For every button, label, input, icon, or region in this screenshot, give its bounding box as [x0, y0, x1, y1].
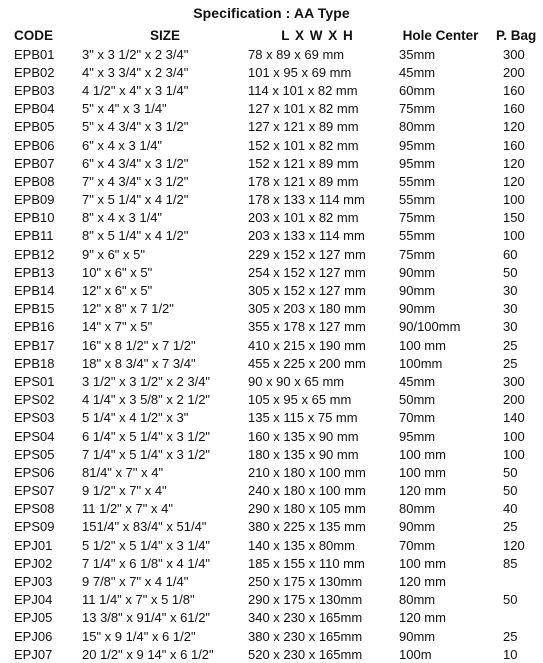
- cell-code: EPB07: [14, 155, 55, 171]
- cell-bag: 25: [503, 355, 518, 371]
- cell-code: EPS04: [14, 428, 55, 444]
- cell-code: EPJ06: [14, 628, 53, 644]
- cell-dimensions: 250 x 175 x 130mm: [248, 574, 363, 590]
- cell-bag: 100: [503, 192, 525, 208]
- cell-code: EPJ05: [14, 610, 53, 626]
- cell-code: EPS01: [14, 373, 55, 389]
- cell-dimensions: 340 x 230 x 165mm: [248, 610, 363, 626]
- cell-size: 13 3/8" x 91/4" x 61/2": [82, 610, 211, 626]
- cell-dimensions: 203 x 133 x 114 mm: [248, 228, 365, 244]
- spec-title: Specification : AA Type: [193, 5, 350, 21]
- cell-dimensions: 455 x 225 x 200 mm: [248, 355, 366, 371]
- header-size: SIZE: [149, 28, 180, 43]
- header-code: CODE: [14, 28, 54, 43]
- cell-bag: 120: [503, 119, 525, 135]
- cell-size: 5 1/4" x 4 1/2" x 3": [82, 410, 189, 426]
- table-row: [14, 609, 536, 627]
- cell-dimensions: 380 x 230 x 165mm: [248, 628, 363, 644]
- cell-bag: 10: [503, 646, 518, 662]
- cell-size: 81/4" x 7" x 4": [82, 464, 164, 480]
- cell-code: EPS06: [14, 464, 55, 480]
- cell-bag: 100: [503, 228, 525, 244]
- table-row: [14, 227, 536, 245]
- cell-size: 6" x 4 3/4" x 3 1/2": [82, 155, 189, 171]
- cell-code: EPJ01: [14, 537, 53, 553]
- cell-dimensions: 355 x 178 x 127 mm: [248, 319, 366, 335]
- cell-code: EPB09: [14, 192, 55, 208]
- cell-dimensions: 135 x 115 x 75 mm: [248, 410, 358, 426]
- cell-dimensions: 152 x 121 x 89 mm: [248, 155, 359, 171]
- cell-size: 12" x 6" x 5": [82, 283, 153, 299]
- cell-bag: 160: [503, 82, 525, 98]
- cell-hole-center: 90mm: [399, 283, 436, 299]
- table-row: [14, 354, 536, 372]
- cell-dimensions: 290 x 180 x 105 mm: [248, 501, 366, 517]
- cell-code: EPS03: [14, 410, 55, 426]
- table-row: [14, 645, 536, 663]
- cell-hole-center: 80mm: [399, 501, 436, 517]
- cell-dimensions: 160 x 135 x 90 mm: [248, 428, 359, 444]
- cell-code: EPB17: [14, 337, 55, 353]
- cell-size: 5 1/2" x 5 1/4" x 3 1/4": [82, 537, 211, 553]
- cell-bag: 25: [503, 628, 518, 644]
- cell-bag: 30: [503, 301, 518, 317]
- cell-size: 7" x 5 1/4" x 4 1/2": [82, 192, 189, 208]
- cell-hole-center: 120 mm: [399, 574, 446, 590]
- cell-size: 7" x 4 3/4" x 3 1/2": [82, 173, 189, 189]
- cell-dimensions: 152 x 101 x 82 mm: [248, 137, 359, 153]
- table-row: [14, 245, 536, 263]
- cell-size: 4 1/2" x 4" x 3 1/4": [82, 82, 189, 98]
- cell-size: 4" x 3 3/4" x 2 3/4": [82, 64, 189, 80]
- cell-code: EPS07: [14, 483, 55, 499]
- cell-hole-center: 90mm: [399, 519, 436, 535]
- cell-code: EPJ03: [14, 574, 53, 590]
- cell-code: EPB05: [14, 119, 55, 135]
- cell-size: 3 1/2" x 3 1/2" x 2 3/4": [82, 373, 211, 389]
- cell-hole-center: 55mm: [399, 173, 436, 189]
- table-row: [14, 500, 536, 518]
- cell-code: EPB04: [14, 101, 55, 117]
- cell-code: EPJ02: [14, 555, 53, 571]
- header-hole-center: Hole Center: [402, 28, 479, 43]
- cell-size: 20 1/2" x 9 14" x 6 1/2": [82, 646, 214, 662]
- cell-bag: 85: [503, 555, 518, 571]
- cell-hole-center: 100 mm: [399, 446, 446, 462]
- table-row: [14, 209, 536, 227]
- table-row: [14, 63, 536, 81]
- cell-size: 16" x 8 1/2" x 7 1/2": [82, 337, 196, 353]
- cell-size: 11 1/2" x 7" x 4": [82, 501, 173, 517]
- table-row: [14, 391, 536, 409]
- cell-bag: 300: [503, 373, 525, 389]
- table-row: [14, 372, 536, 390]
- cell-bag: 40: [503, 501, 518, 517]
- cell-dimensions: 178 x 133 x 114 mm: [248, 192, 365, 208]
- cell-dimensions: 410 x 215 x 190 mm: [248, 337, 366, 353]
- cell-code: EPS02: [14, 392, 55, 408]
- cell-dimensions: 210 x 180 x 100 mm: [248, 464, 366, 480]
- table-row: [14, 518, 536, 536]
- table-row: [14, 409, 536, 427]
- cell-hole-center: 90mm: [399, 301, 436, 317]
- cell-hole-center: 75mm: [399, 101, 436, 117]
- cell-code: EPB16: [14, 319, 55, 335]
- table-row: [14, 300, 536, 318]
- cell-dimensions: 127 x 121 x 89 mm: [248, 119, 359, 135]
- cell-size: 151/4" x 83/4" x 51/4": [82, 519, 207, 535]
- cell-dimensions: 178 x 121 x 89 mm: [248, 173, 359, 189]
- table-row: [14, 627, 536, 645]
- table-row: [14, 191, 536, 209]
- cell-bag: 160: [503, 137, 525, 153]
- table-row: [14, 536, 536, 554]
- cell-bag: 50: [503, 464, 518, 480]
- cell-bag: 100: [503, 428, 525, 444]
- cell-dimensions: 520 x 230 x 165mm: [248, 646, 363, 662]
- cell-dimensions: 229 x 152 x 127 mm: [248, 246, 366, 262]
- header-dimensions: L X W X H: [281, 28, 354, 43]
- table-row: [14, 136, 536, 154]
- cell-hole-center: 80mm: [399, 119, 436, 135]
- cell-code: EPB11: [14, 228, 54, 244]
- cell-size: 6" x 4 x 3 1/4": [82, 137, 163, 153]
- table-row: [14, 81, 536, 99]
- cell-hole-center: 80mm: [399, 592, 436, 608]
- cell-dimensions: 105 x 95 x 65 mm: [248, 392, 352, 408]
- cell-code: EPS08: [14, 501, 55, 517]
- cell-dimensions: 254 x 152 x 127 mm: [248, 264, 366, 280]
- table-row: [14, 100, 536, 118]
- cell-size: 6 1/4" x 5 1/4" x 3 1/2": [82, 428, 211, 444]
- cell-hole-center: 90/100mm: [399, 319, 461, 335]
- header-row: [14, 26, 536, 45]
- cell-code: EPB12: [14, 246, 55, 262]
- cell-hole-center: 55mm: [399, 228, 436, 244]
- cell-hole-center: 70mm: [399, 410, 436, 426]
- cell-hole-center: 75mm: [399, 210, 436, 226]
- table-row: [14, 591, 536, 609]
- cell-size: 12" x 8" x 7 1/2": [82, 301, 174, 317]
- cell-hole-center: 120 mm: [399, 483, 446, 499]
- cell-bag: 150: [503, 210, 525, 226]
- cell-dimensions: 305 x 152 x 127 mm: [248, 283, 366, 299]
- spec-table: [14, 26, 536, 663]
- cell-bag: 50: [503, 592, 518, 608]
- cell-code: EPJ04: [14, 592, 53, 608]
- cell-hole-center: 100 mm: [399, 337, 446, 353]
- cell-size: 9 1/2" x 7" x 4": [82, 483, 167, 499]
- header-bag: P. Bag: [496, 28, 537, 43]
- table-row: [14, 427, 536, 445]
- cell-dimensions: 180 x 135 x 90 mm: [248, 446, 359, 462]
- cell-bag: 300: [503, 46, 525, 62]
- cell-hole-center: 90mm: [399, 628, 436, 644]
- cell-code: EPB13: [14, 264, 55, 280]
- cell-code: EPJ07: [14, 646, 53, 662]
- cell-hole-center: 50mm: [399, 392, 436, 408]
- table-row: [14, 482, 536, 500]
- cell-bag: [494, 572, 536, 590]
- cell-bag: 200: [503, 392, 525, 408]
- cell-code: EPB03: [14, 82, 55, 98]
- cell-bag: 25: [503, 337, 518, 353]
- cell-bag: [494, 609, 536, 627]
- cell-hole-center: 95mm: [399, 428, 436, 444]
- cell-hole-center: 60mm: [399, 82, 436, 98]
- cell-hole-center: 120 mm: [399, 610, 446, 626]
- table-row: [14, 154, 536, 172]
- cell-size: 9 7/8" x 7" x 4 1/4": [82, 574, 189, 590]
- cell-size: 15" x 9 1/4" x 6 1/2": [82, 628, 196, 644]
- cell-size: 5" x 4" x 3 1/4": [82, 101, 167, 117]
- cell-bag: 60: [503, 246, 518, 262]
- table-row: [14, 263, 536, 281]
- cell-size: 8" x 5 1/4" x 4 1/2": [82, 228, 189, 244]
- cell-code: EPB15: [14, 301, 55, 317]
- cell-size: 7 1/4" x 6 1/8" x 4 1/4": [82, 555, 211, 571]
- cell-dimensions: 380 x 225 x 135 mm: [248, 519, 366, 535]
- cell-hole-center: 55mm: [399, 192, 436, 208]
- cell-hole-center: 95mm: [399, 155, 436, 171]
- table-row: [14, 318, 536, 336]
- cell-bag: 120: [503, 155, 525, 171]
- cell-hole-center: 70mm: [399, 537, 436, 553]
- cell-bag: 200: [503, 64, 525, 80]
- cell-size: 14" x 7" x 5": [82, 319, 153, 335]
- cell-code: EPB02: [14, 64, 55, 80]
- cell-bag: 120: [503, 173, 525, 189]
- cell-size: 9" x 6" x 5": [82, 246, 145, 262]
- cell-code: EPB01: [14, 46, 55, 62]
- cell-code: EPS09: [14, 519, 55, 535]
- cell-size: 10" x 6" x 5": [82, 264, 153, 280]
- table-row: [14, 118, 536, 136]
- cell-hole-center: 100 mm: [399, 464, 446, 480]
- cell-hole-center: 45mm: [399, 64, 436, 80]
- cell-dimensions: 185 x 155 x 110 mm: [248, 555, 365, 571]
- cell-dimensions: 78 x 89 x 69 mm: [248, 46, 345, 62]
- cell-bag: 25: [503, 519, 518, 535]
- cell-code: EPB06: [14, 137, 55, 153]
- cell-bag: 100: [503, 446, 525, 462]
- cell-bag: 50: [503, 483, 518, 499]
- table-row: [14, 463, 536, 481]
- cell-bag: 120: [503, 537, 525, 553]
- cell-code: EPS05: [14, 446, 55, 462]
- cell-size: 11 1/4" x 7" x 5 1/8": [82, 592, 195, 608]
- table-body: [14, 45, 536, 663]
- table-row: [14, 572, 536, 590]
- cell-dimensions: 305 x 203 x 180 mm: [248, 301, 366, 317]
- cell-dimensions: 140 x 135 x 80mm: [248, 537, 355, 553]
- cell-dimensions: 127 x 101 x 82 mm: [248, 101, 359, 117]
- cell-size: 18" x 8 3/4" x 7 3/4": [82, 355, 196, 371]
- table-row: [14, 554, 536, 572]
- cell-code: EPB14: [14, 283, 55, 299]
- cell-hole-center: 35mm: [399, 46, 436, 62]
- cell-code: EPB18: [14, 355, 55, 371]
- cell-size: 3" x 3 1/2" x 2 3/4": [82, 46, 189, 62]
- cell-hole-center: 45mm: [399, 373, 436, 389]
- table-row: [14, 445, 536, 463]
- cell-size: 7 1/4" x 5 1/4" x 3 1/2": [82, 446, 211, 462]
- cell-dimensions: 290 x 175 x 130mm: [248, 592, 363, 608]
- cell-size: 5" x 4 3/4" x 3 1/2": [82, 119, 189, 135]
- cell-hole-center: 100mm: [399, 355, 443, 371]
- cell-size: 8" x 4 x 3 1/4": [82, 210, 163, 226]
- table-row: [14, 336, 536, 354]
- cell-dimensions: 240 x 180 x 100 mm: [248, 483, 366, 499]
- table-row: [14, 172, 536, 190]
- cell-code: EPB10: [14, 210, 55, 226]
- cell-code: EPB08: [14, 173, 55, 189]
- cell-hole-center: 100m: [399, 646, 432, 662]
- cell-dimensions: 101 x 95 x 69 mm: [248, 64, 352, 80]
- cell-dimensions: 203 x 101 x 82 mm: [248, 210, 359, 226]
- cell-dimensions: 114 x 101 x 82 mm: [248, 82, 358, 98]
- cell-bag: 140: [503, 410, 525, 426]
- cell-hole-center: 95mm: [399, 137, 436, 153]
- cell-dimensions: 90 x 90 x 65 mm: [248, 373, 345, 389]
- cell-hole-center: 100 mm: [399, 555, 446, 571]
- cell-hole-center: 75mm: [399, 246, 436, 262]
- cell-bag: 50: [503, 264, 518, 280]
- table-row: [14, 45, 536, 63]
- cell-bag: 160: [503, 101, 525, 117]
- cell-hole-center: 90mm: [399, 264, 436, 280]
- cell-bag: 30: [503, 319, 518, 335]
- cell-bag: 30: [503, 283, 518, 299]
- cell-size: 4 1/4" x 3 5/8" x 2 1/2": [82, 392, 211, 408]
- table-row: [14, 281, 536, 299]
